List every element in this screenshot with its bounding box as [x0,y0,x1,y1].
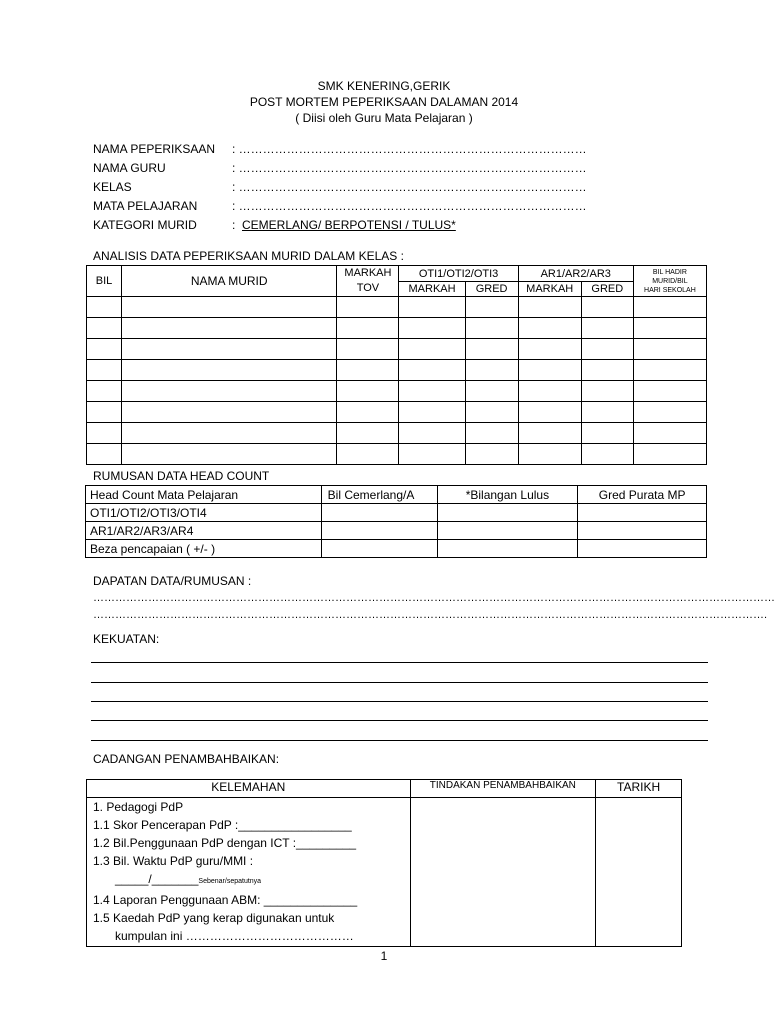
table-row [86,504,707,522]
kelemahan-item: 1.2 Bil.Penggunaan PdP dengan ICT :_________ [93,836,357,850]
field-label-nama-peperiksaan: NAMA PEPERIKSAAN [93,142,216,156]
waktu-blank[interactable]: _____/_______ [115,872,199,886]
col-markah-tov-line2: TOV [356,282,380,294]
kekuatan-line[interactable] [91,682,708,683]
kelemahan-item: 1.3 Bil. Waktu PdP guru/MMI : [93,854,254,868]
col-bil-hadir-header [633,266,706,297]
col-markah-tov-header [337,266,399,297]
table-row [87,381,707,402]
field-colon-kategori-murid: : [232,218,236,232]
col-markah-tov-line1: MARKAH [344,267,392,279]
tindakan-cell[interactable] [410,798,596,947]
waktu-blank-row [93,870,410,891]
field-label-kategori-murid: KATEGORI MURID [93,218,197,232]
kelemahan-item: 1.4 Laporan Penggunaan ABM: ______________ [93,893,358,907]
col-tindakan-header: TINDAKAN PENAMBAHBAIKAN [410,780,596,798]
kelemahan-item: kumpulan ini …………………………………… [115,929,354,943]
headcount-row-label: AR1/AR2/AR3/AR4 [86,522,322,540]
page-number: 1 [380,949,388,963]
kelemahan-item: 1.5 Kaedah PdP yang kerap digunakan untuk [93,911,335,925]
tarikh-cell[interactable] [596,798,682,947]
table-row [87,339,707,360]
col-bil-hadir-line3: HARI SEKOLAH [644,286,696,294]
oti-gred-header: GRED [465,282,518,297]
field-value-mata-pelajaran[interactable]: : …………………………………………………………………………… [232,199,587,213]
kekuatan-line[interactable] [91,720,708,721]
field-value-nama-guru[interactable]: : …………………………………………………………………………… [232,161,587,175]
col-nama-murid-header: NAMA MURID [122,266,337,297]
table-row [87,423,707,444]
headcount-col-4: Gred Purata MP [578,486,707,504]
col-tarikh-header: TARIKH [596,780,682,798]
analysis-table [86,265,707,465]
kelemahan-cell [87,798,411,947]
form-title: POST MORTEM PEPERIKSAAN DALAMAN 2014 [249,95,519,109]
table-row [87,297,707,318]
field-value-kelas[interactable]: : …………………………………………………………………………… [232,180,587,194]
headcount-col-1: Head Count Mata Pelajaran [86,486,322,504]
field-label-mata-pelajaran: MATA PELAJARAN [93,199,198,213]
headcount-row-label: Beza pencapaian ( +/- ) [86,540,322,558]
col-bil-hadir-line2: MURID/BIL [652,277,688,285]
table-row [87,360,707,381]
oti-markah-header: MARKAH [399,282,465,297]
dapatan-heading: DAPATAN DATA/RUMUSAN : [93,574,252,588]
dapatan-line-2[interactable]: …………………………………………………………………………………………………………………………………………………………………. [93,609,768,621]
table-row [86,522,707,540]
kekuatan-line[interactable] [91,701,708,702]
ar-gred-header: GRED [581,282,633,297]
analysis-heading: ANALISIS DATA PEPERIKSAAN MURID DALAM KELAS : [93,249,404,263]
table-row [87,318,707,339]
kelemahan-item: 1.1 Skor Pencerapan PdP :_________________ [93,818,352,832]
form-subtitle: ( Diisi oleh Guru Mata Pelajaran ) [295,111,473,125]
headcount-heading: RUMUSAN DATA HEAD COUNT [93,469,270,483]
kekuatan-heading: KEKUATAN: [93,632,160,646]
col-bil-hadir-line1: BIL HADIR [652,268,687,276]
school-name: SMK KENERING,GERIK [317,79,451,93]
table-row [87,402,707,423]
field-label-kelas: KELAS [93,180,132,194]
kekuatan-line[interactable] [91,740,708,741]
ar-markah-header: MARKAH [518,282,581,297]
cadangan-table [86,779,682,947]
headcount-col-2: Bil Cemerlang/A [321,486,437,504]
col-kelemahan-header: KELEMAHAN [87,780,411,798]
group-ar-header: AR1/AR2/AR3 [518,266,633,282]
field-label-nama-guru: NAMA GURU [93,161,166,175]
waktu-note: Sebenar/sepatutnya [198,878,262,885]
headcount-row-label: OTI1/OTI2/OTI3/OTI4 [86,504,322,522]
dapatan-line-1[interactable]: …………………………………………………………………………………………………………………………………………………………………… [93,592,775,604]
kekuatan-line[interactable] [91,662,708,663]
table-row [87,444,707,465]
field-value-kategori-murid[interactable]: CEMERLANG/ BERPOTENSI / TULUS* [242,218,456,232]
kelemahan-item: 1. Pedagogi PdP [93,800,184,814]
col-bil-header: BIL [87,266,122,297]
cadangan-heading: CADANGAN PENAMBAHBAIKAN: [93,752,280,766]
table-row [86,540,707,558]
group-oti-header: OTI1/OTI2/OTI3 [399,266,518,282]
field-value-nama-peperiksaan[interactable]: : …………………………………………………………………………… [232,142,587,156]
headcount-table [85,485,707,558]
headcount-col-3: *Bilangan Lulus [437,486,578,504]
